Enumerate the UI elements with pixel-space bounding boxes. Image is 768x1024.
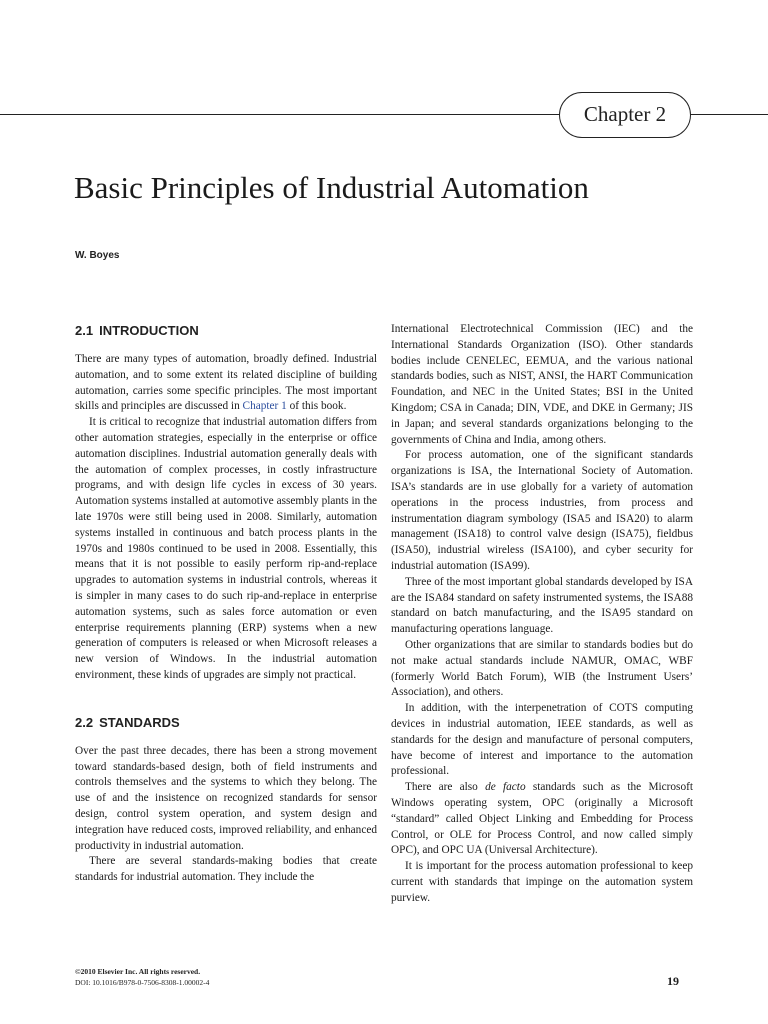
- section-title: INTRODUCTION: [99, 323, 199, 338]
- paragraph: [75, 352, 377, 415]
- paragraph: In addition, with the interpenetration of COTS computing devices in industrial automation, IEEE standards, as well as standards for the design and manufacture of personal computers, have become of interest and importance to the automation professional.: [391, 702, 693, 778]
- paragraph-text: There are many types of automation, broadly defined. Industrial automation, and to some extent its related discipline of building automation, carries some specific principles. The most important skills and principles are discussed in: [75, 353, 377, 413]
- left-column: [75, 322, 377, 886]
- paragraph-text: of this book.: [286, 400, 347, 413]
- paragraph-text-italic: de facto: [485, 781, 526, 794]
- copyright-notice: ©2010 Elsevier Inc. All rights reserved.: [75, 967, 201, 976]
- paragraph: [391, 780, 693, 859]
- chapter-label: Chapter 2: [559, 92, 691, 138]
- section-title: STANDARDS: [99, 714, 180, 730]
- doi: DOI: 10.1016/B978-0-7506-8308-1.00002-4: [75, 978, 210, 987]
- right-column: [391, 322, 693, 906]
- paragraph: Three of the most important global standards developed by ISA are the ISA84 standard on safety instrumented systems, the ISA88 standard on batch manufacturing, and the ISA95 standard on manufacturing operations language.: [391, 575, 693, 636]
- paragraph-text: There are also: [405, 781, 486, 794]
- author: W. Boyes: [75, 250, 120, 261]
- paragraph: It is important for the process automation professional to keep current with standards that impinge on the automation system purview.: [391, 860, 693, 904]
- paragraph: There are several standards-making bodies that create standards for industrial automation. They include the: [75, 855, 377, 884]
- paragraph: International Electrotechnical Commission (IEC) and the International Standards Organization (ISO). Other standards bodies include CENELEC, EEMUA, and the various national standards bodies, such as NIST, ANSI, the HART Communication Foundation, and NEC in the United States; BSI in the United Kingdom; CSA in Canada; DIN, VDE, and DKE in Germany; JIS in Japan; and several standards organizations belonging to the governments of China and India, among others.: [391, 323, 693, 446]
- chapter-title: Basic Principles of Industrial Automation: [74, 170, 589, 205]
- paragraph: It is critical to recognize that industrial automation differs from other automation strategies, especially in the enterprise or office automation disciplines. Industrial automation generally deals with the automation of complex processes, in costly infrastructure programs, and with design life cycles in excess of 30 years. Automation systems installed at automotive assembly plants in the late 1970s were still being used in 2008. Similarly, automation systems installed in continuous and batch process plants in the 1970s and 1980s continued to be used in 2008. Essentially, this means that it is not possible to easily perform rip-and-replace upgrades to automation systems in industrial controls, whereas it is simpler in many cases to do such rip-and-replace in enterprise automation systems, such as sales force automation or even enterprise requirements planning (ERP) systems when a new generation of computers is released or when Microsoft releases a new version of Windows. In the industrial automation environment, these kinds of upgrades are simply not practical.: [75, 416, 377, 681]
- section-heading-introduction: [75, 322, 377, 340]
- section-number: 2.1: [75, 323, 94, 338]
- paragraph-text: standards such as the Microsoft Windows operating system, OPC (originally a Microsoft “standard” called Object Linking and Embedding for Process Control, or OLE for Process Control, and now called simply OPC), and OPC UA (Universal Architecture).: [391, 781, 694, 857]
- section-number: 2.2: [75, 714, 94, 730]
- chapter-1-link[interactable]: Chapter 1: [242, 400, 287, 413]
- paragraph: For process automation, one of the significant standards organizations is ISA, the International Society of Automation. ISA’s standards are in use globally for a variety of automation operations in the process industries, from process and instrumentation diagram symbology (ISA5 and ISA20) to alarm management (ISA18) to control valve design (ISA75), fieldbus (ISA50), industrial wireless (ISA100), and cyber security for industrial automation (ISA99).: [391, 449, 693, 572]
- paragraph: Other organizations that are similar to standards bodies but do not make actual standards include NAMUR, OMAC, WBF (formerly World Batch Forum), WIB (the Instrument Users’ Association), and others.: [391, 638, 693, 699]
- section-heading-standards: [75, 714, 377, 732]
- page-number: 19: [667, 974, 679, 988]
- paragraph: Over the past three decades, there has been a strong movement toward standards-based design, both of field instruments and controls themselves and the systems to which they belong. The use of and the insistence on recognized standards for sensor design, control system operation, and system design and integration have reduced costs, improved reliability, and enhanced productivity in industrial automation.: [75, 744, 377, 852]
